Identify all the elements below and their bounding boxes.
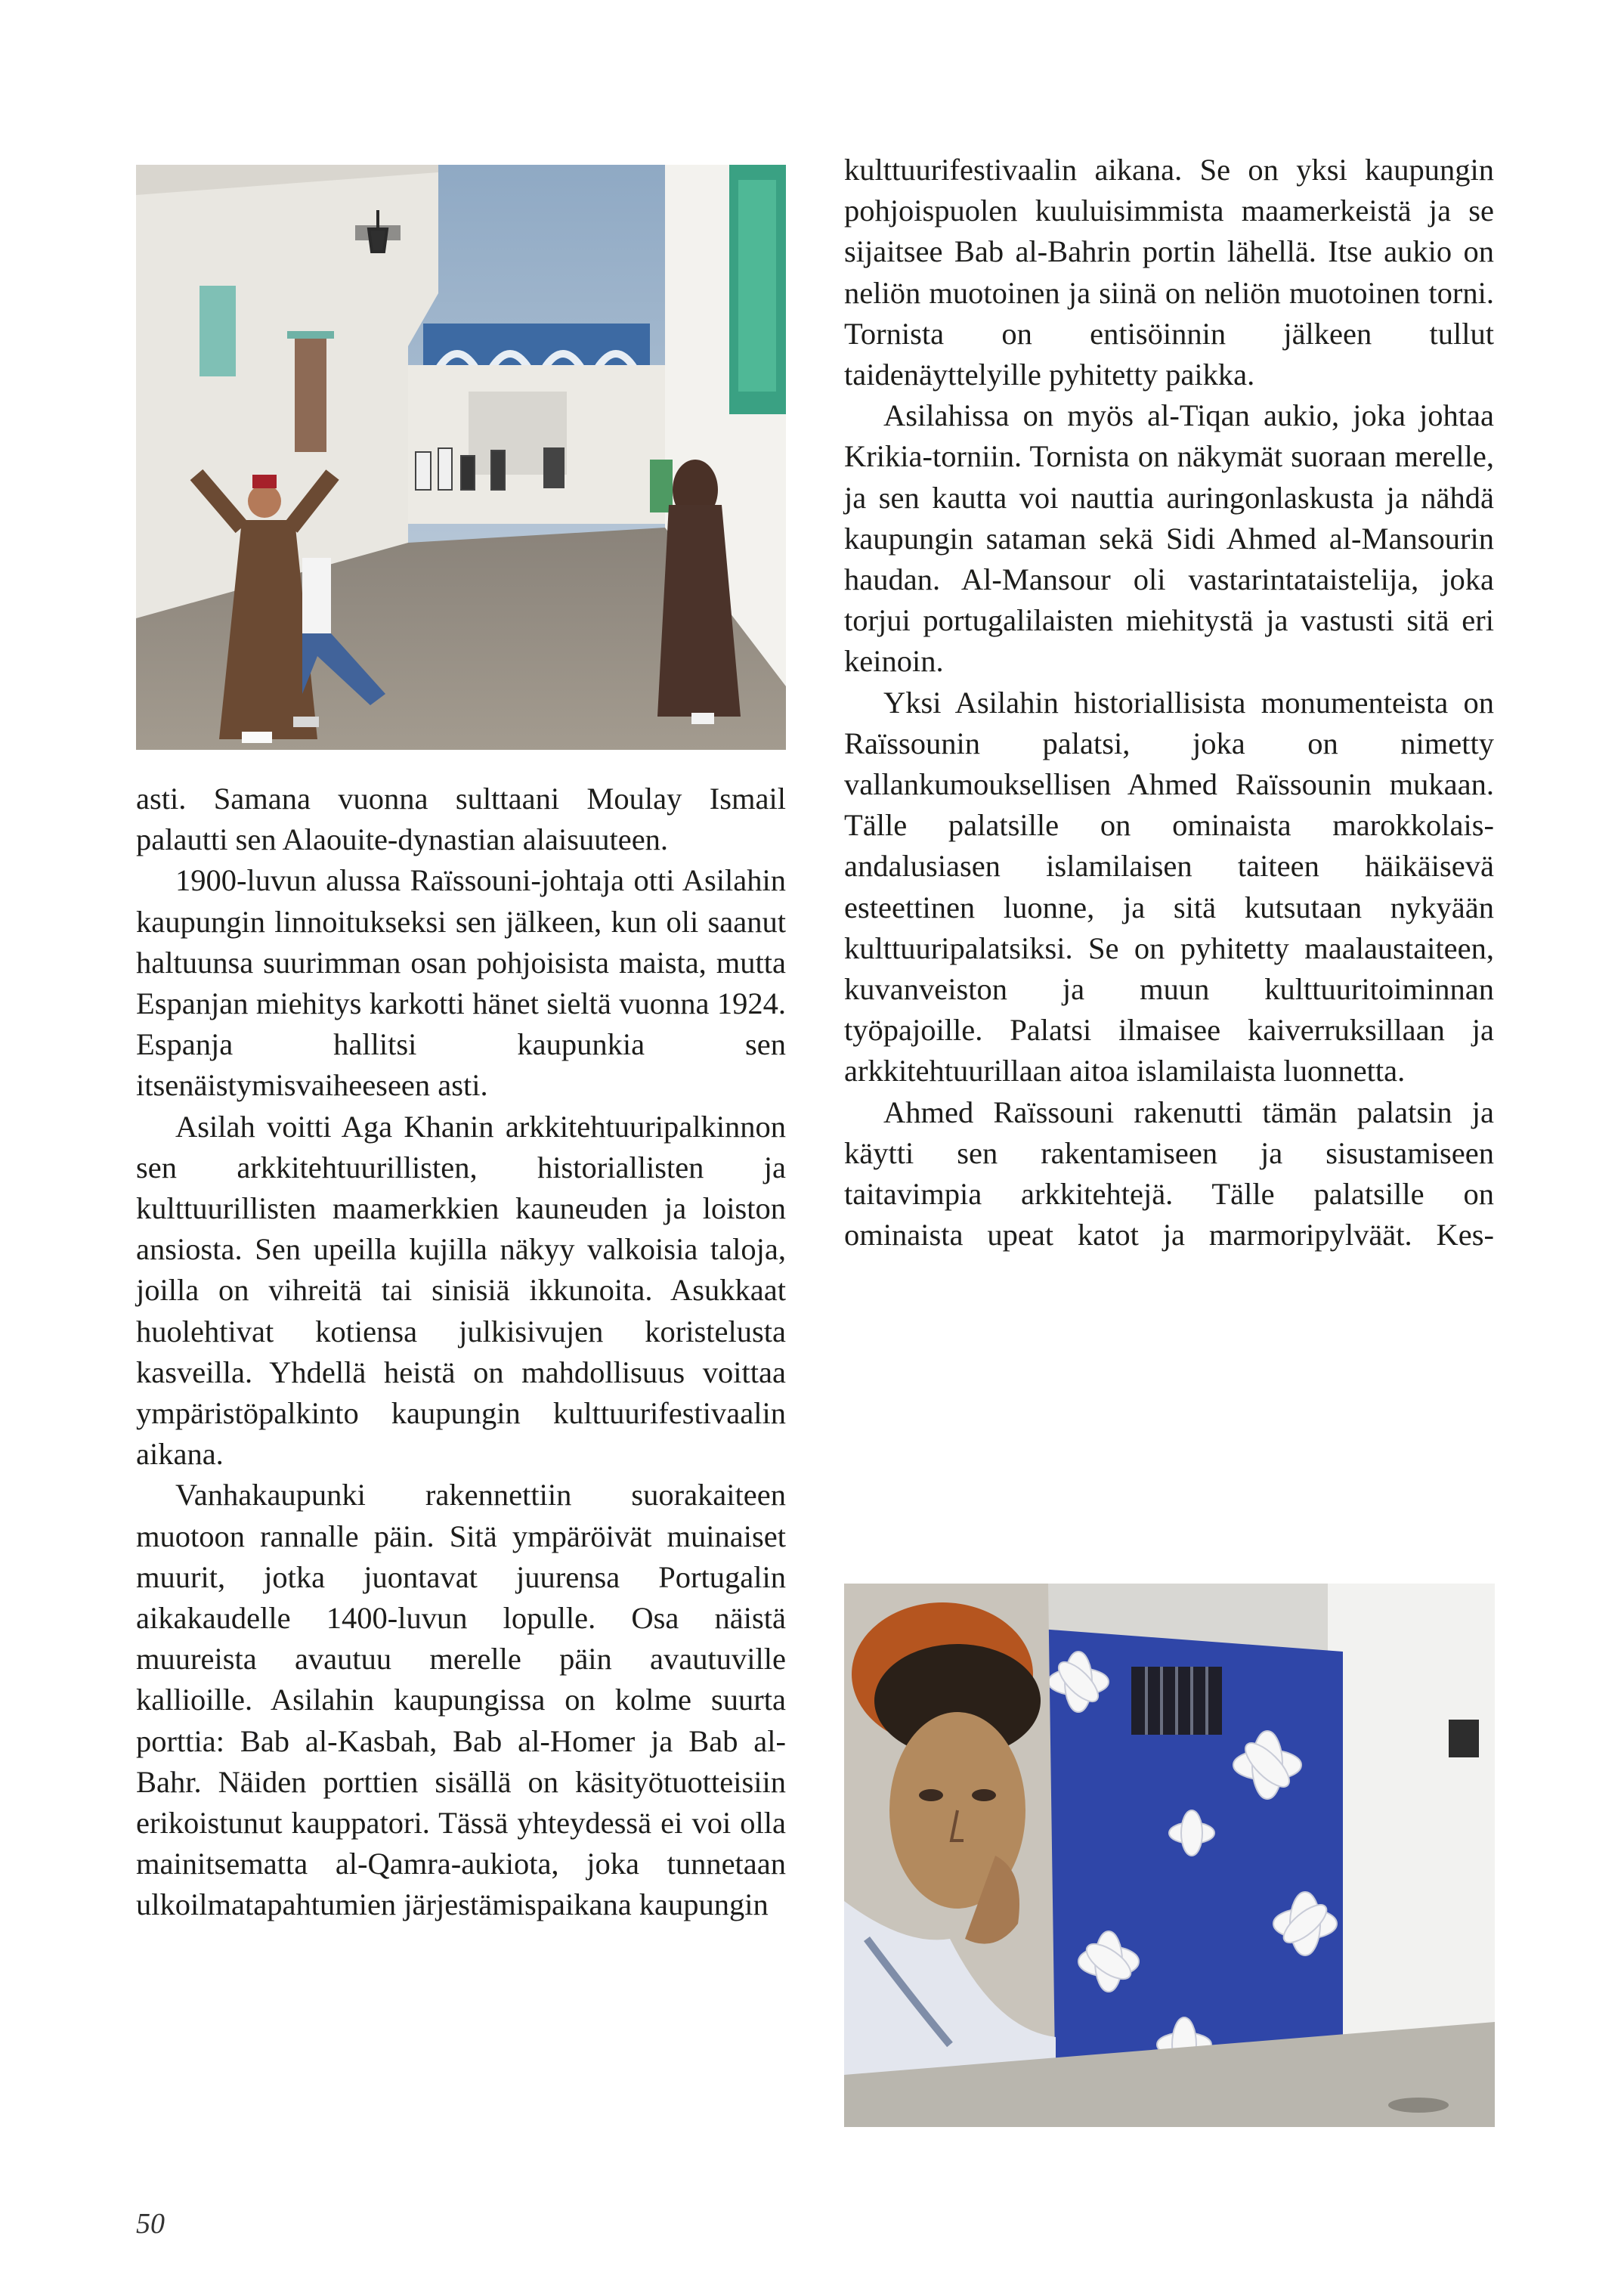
left-text-column [136, 779, 786, 1926]
paragraph: Asilahissa on myös al-Tiqan aukio, joka johtaa Krikia-torniin. Tornista on näkymät suoraan merelle, ja sen kautta voi nauttia auringonlaskusta ja nähdä kaupungin sataman sekä Sidi Ahmed al-Mansourin haudan. Al-Mansour oli vastarintataistelija, joka torjui portugalilaisten miehitystä ja vastusti sitä eri keinoin. [844, 398, 1494, 679]
page-number: 50 [136, 2208, 165, 2240]
paragraph: kulttuurifestivaalin aikana. Se on yksi kaupungin pohjoispuolen kuuluisimmista maamerkeistä ja se sijaitsee Bab al-Bahrin portin lähellä. Itse aukio on neliön muotoinen ja siinä on neliön muotoinen torni. Tornista on entisöinnin jälkeen tullut taidenäyttelyille pyhitetty paikka. [844, 153, 1494, 392]
right-text-column [844, 150, 1494, 1256]
paragraph: Asilah voitti Aga Khanin arkkitehtuuripalkinnon sen arkkitehtuurillisten, historiallisten ja kulttuurillisten maamerkkien kauneuden ja loiston ansiosta. Sen upeilla kujilla näkyy valkoisia taloja, joilla on vihreitä tai sinisiä ikkunoita. Asukkaat huolehtivat kotiensa julkisivujen koristelusta kasveilla. Yhdellä heistä on mahdollisuus voittaa ympäristöpalkinto kaupungin kulttuurifestivaalin aikana. [136, 1109, 786, 1472]
paragraph: 1900-luvun alussa Raïssouni-johtaja otti Asilahin kaupungin linnoitukseksi sen jälkeen, kun oli saanut haltuunsa suurimman osan pohjoisista maista, mutta Espanjan miehitys karkotti hänet sieltä vuonna 1924. Espanja hallitsi kaupunkia sen itsenäistymisvaiheeseen asti. [136, 863, 786, 1103]
mural-photo [844, 1584, 1495, 2127]
paragraph: Ahmed Raïssouni rakenutti tämän palatsin ja käytti sen rakentamiseen ja sisustamiseen taitavimpia arkkitehtejä. Tälle palatsille on ominaista upeat katot ja marmoripylväät. Kes- [844, 1095, 1494, 1252]
woman-portrait [844, 1584, 1056, 2127]
paragraph: Yksi Asilahin historiallisista monumenteista on Raïssounin palatsi, joka on nimetty vallankumouksellisen Ahmed Raïssounin mukaan. Tälle palatsille on ominaista marokkolais-andalusiasen islamilaisen taiteen häikäisevä esteettinen luonne, ja sitä kutsutaan nykyään kulttuuripalatsiksi. Se on pyhitetty maalaustaiteen, kuvanveiston ja muun kulttuuritoiminnan työpajoille. Palatsi ilmaisee kaiverruksillaan ja arkkitehtuurillaan aitoa islamilaista luonnetta. [844, 685, 1494, 1088]
street-scene-photo [136, 165, 786, 750]
paragraph: Vanhakaupunki rakennettiin suorakaiteen muotoon rannalle päin. Sitä ympäröivät muinaiset muurit, jotka juontavat juurensa Portugalin aikakaudelle 1400-luvun lopulle. Osa näistä muureista avautuu merelle päin avautuville kallioille. Asilahin kaupungissa on kolme suurta porttia: Bab al-Kasbah, Bab al-Homer ja Bab al-Bahr. Näiden porttien sisällä on käsityötuotteisiin erikoistunut kauppatori. Tässä yhteydessä ei voi olla mainitsematta al-Qamra-aukiota, joka tunnetaan ulkoilmatapahtumien järjestämispaikana kaupungin [136, 1478, 786, 1922]
paragraph: asti. Samana vuonna sulttaani Moulay Ismail palautti sen Alaouite-dynastian alaisuuteen. [136, 782, 786, 857]
mural-illustration [844, 1584, 1495, 2127]
street-scene-illustration [136, 165, 786, 750]
